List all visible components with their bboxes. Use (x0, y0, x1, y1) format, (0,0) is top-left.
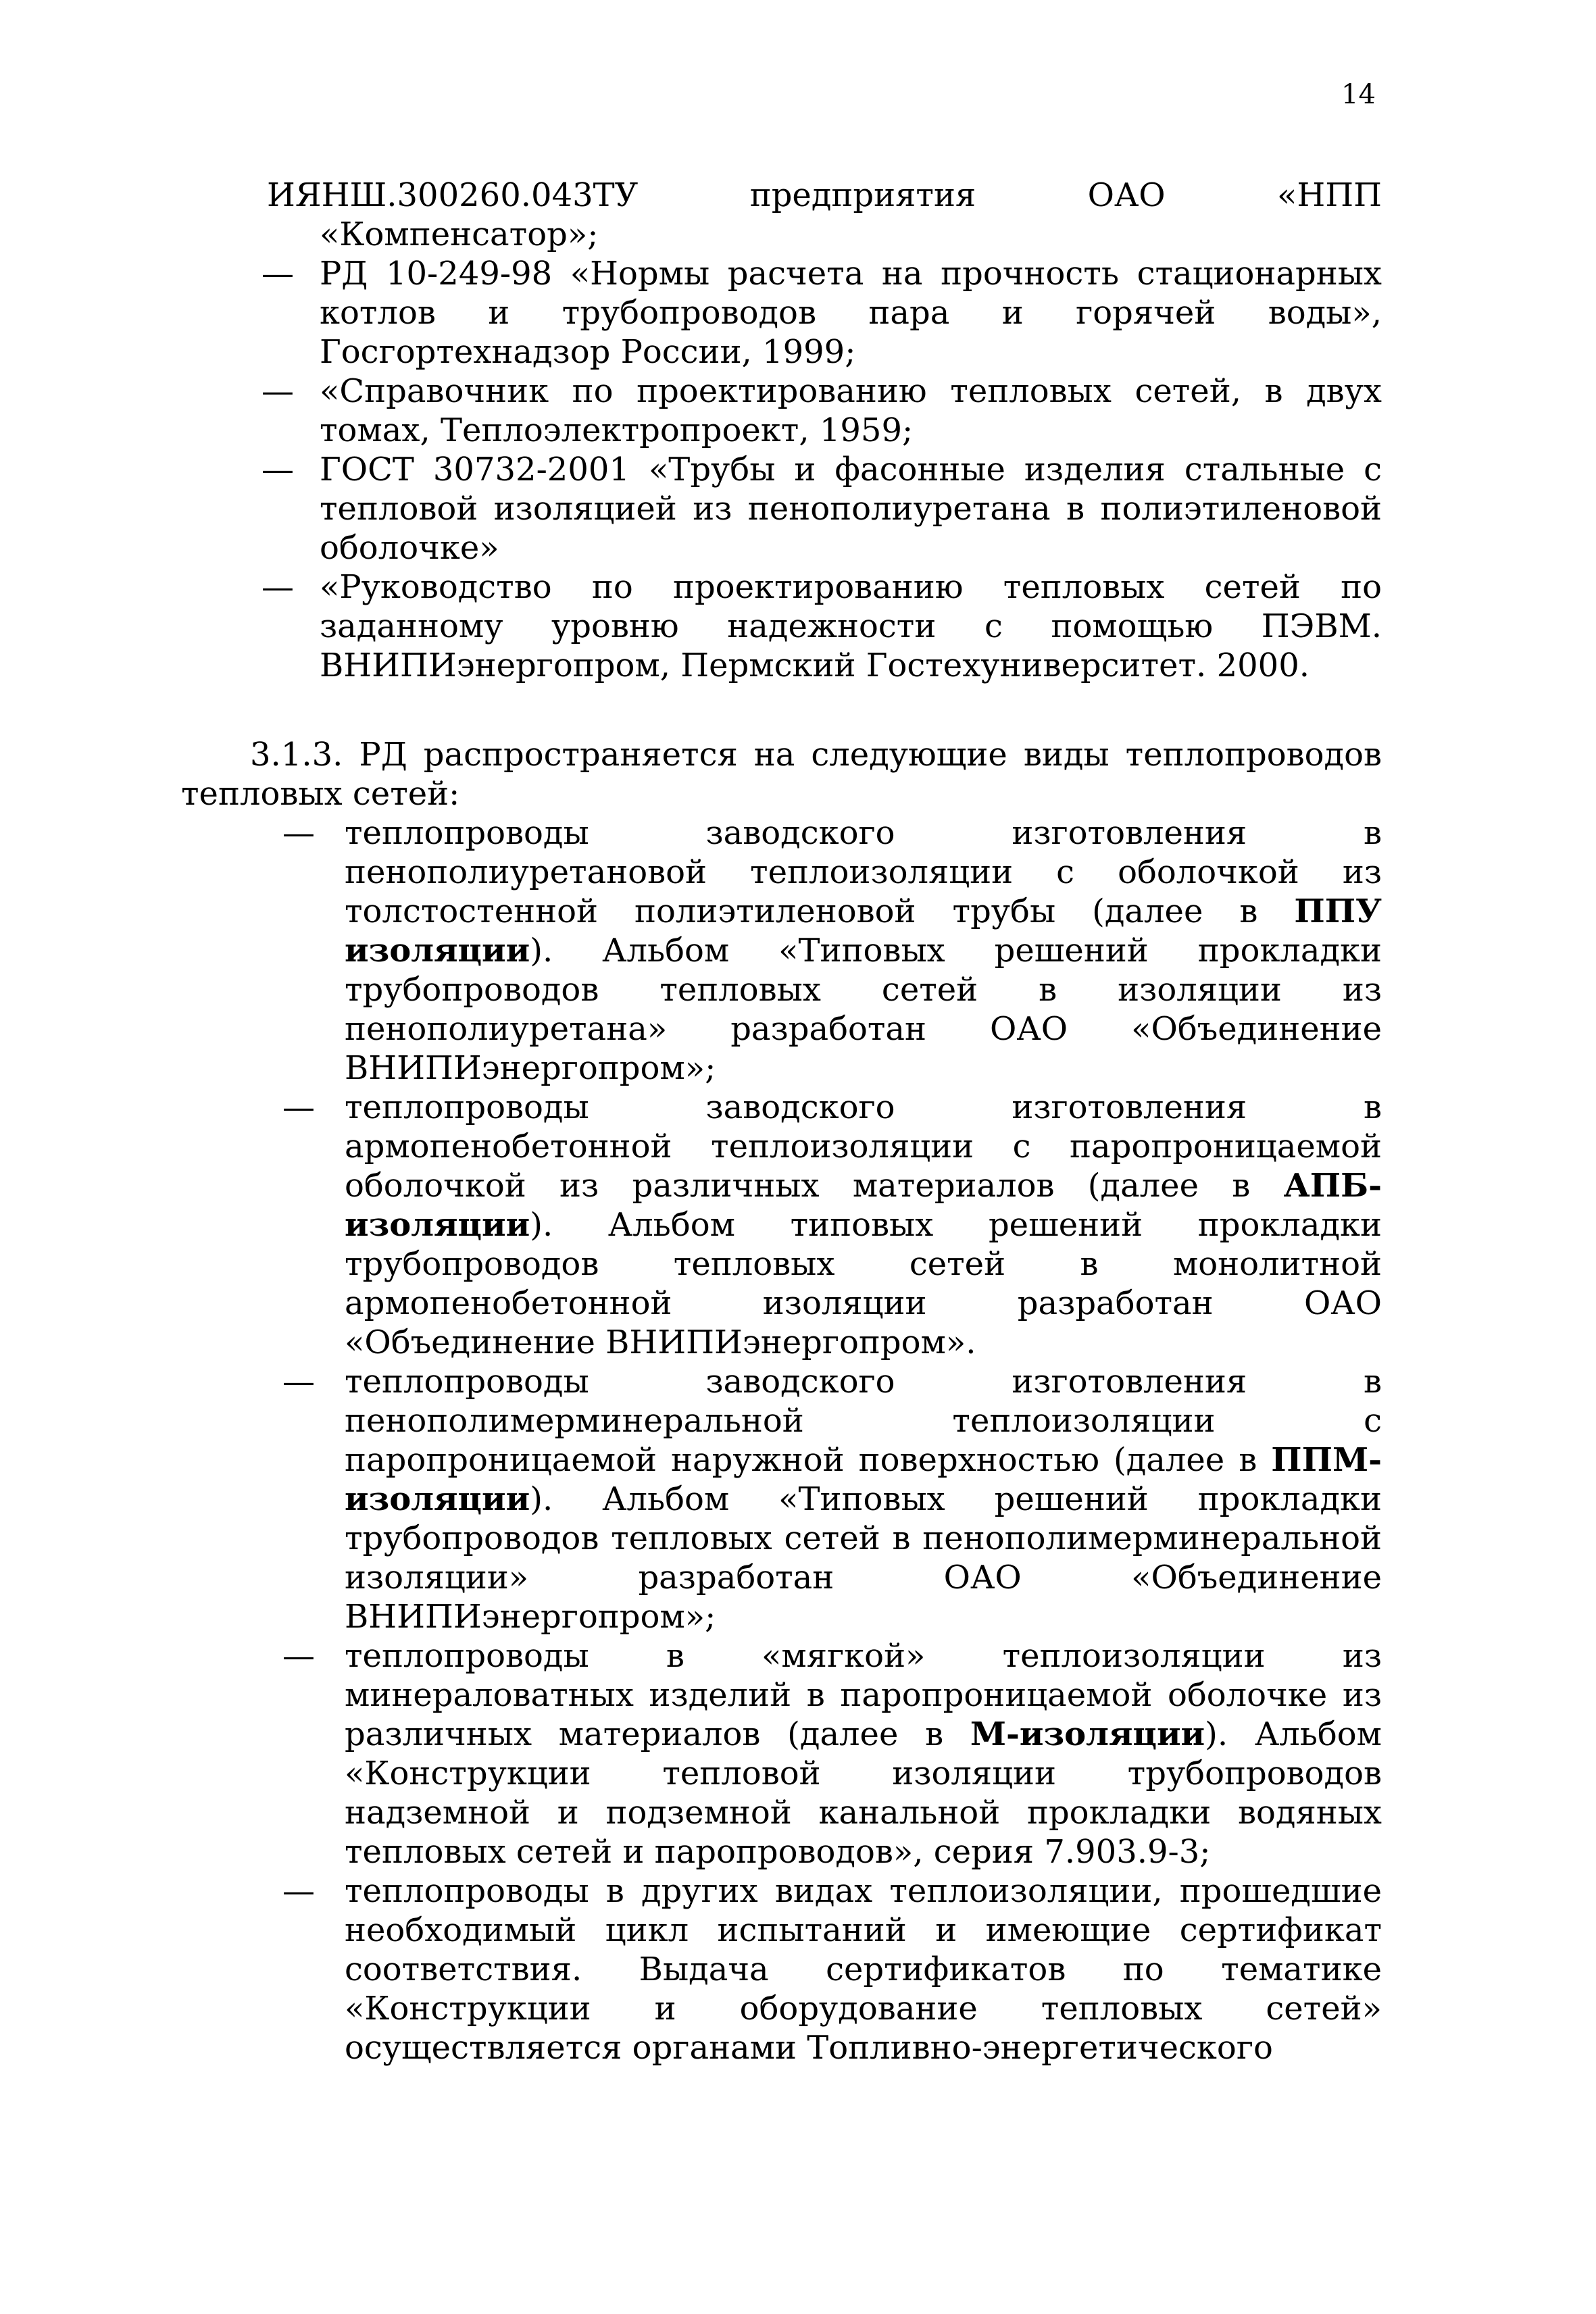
item-text-before: теплопроводы заводского изготовления в пенополиуретановой теплоизоляции с оболочкой из толстостенной полиэтиленовой трубы (далее в (345, 814, 1382, 930)
dash-marker: — (261, 451, 294, 488)
item-text-after: ). Альбом «Конструкции тепловой изоляции трубопроводов надземной и подземной канальной прокладки водяных тепловых сетей и паропроводов», серия 7.903.9-3; (345, 1715, 1382, 1871)
list-item-text (345, 813, 1382, 1088)
section-lead-paragraph: 3.1.3. РД распространяется на следующие виды теплопроводов тепловых сетей: (181, 736, 1382, 813)
reference-text: «Справочник по проектированию тепловых сетей, в двух томах, Теплоэлектропроект, 1959; (320, 372, 1382, 449)
item-text-before: теплопроводы в «мягкой» теплоизоляции из минераловатных изделий в паропроницаемой оболочке из различных материалов (далее в (345, 1637, 1382, 1753)
reference-continuation-line2: «Компенсатор»; (320, 216, 599, 253)
list-item-text (345, 1362, 1382, 1636)
dash-marker: — (282, 1088, 315, 1126)
item-text-before: теплопроводы заводского изготовления в армопенобетонной теплоизоляции с паропроницаемой оболочкой из различных материалов (далее в (345, 1088, 1382, 1205)
item-text-after: ). Альбом «Типовых решений прокладки трубопроводов тепловых сетей в пенополимерминеральной изоляции» разработан ОАО «Объединение ВНИПИэнергопром»; (345, 1480, 1382, 1636)
list-item (181, 1088, 1382, 1362)
section-3-1-3 (181, 735, 1382, 2067)
list-item-text (345, 1636, 1382, 1871)
insulation-term: ППМ-изоляции (345, 1441, 1382, 1518)
dash-marker: — (261, 372, 294, 410)
item-text-after: ). Альбом типовых решений прокладки трубопроводов тепловых сетей в монолитной армопенобетонной изоляции разработан ОАО «Объединение ВНИПИэнергопром». (345, 1206, 1382, 1361)
insulation-term: ППУ изоляции (345, 892, 1382, 970)
insulation-term: М-изоляции (970, 1715, 1205, 1753)
dash-marker: — (282, 1637, 315, 1675)
item-text-after: ). Альбом «Типовых решений прокладки трубопроводов тепловых сетей в изоляции из пенополиуретана» разработан ОАО «Объединение ВНИПИэнергопром»; (345, 932, 1382, 1087)
reference-item (261, 254, 1382, 372)
list-item (181, 1362, 1382, 1636)
list-item-text (345, 1088, 1382, 1362)
dash-marker: — (282, 814, 315, 852)
list-item-text (345, 1871, 1382, 2067)
reference-item (261, 372, 1382, 450)
dash-marker: — (261, 568, 294, 606)
reference-text: «Руководство по проектированию тепловых сетей по заданному уровню надежности с помощью ПЭВМ. ВНИПИэнергопром, Пермский Гостехуниверситет. 2000. (320, 568, 1382, 684)
item-text-before: теплопроводы заводского изготовления в пенополимерминеральной теплоизоляции с паропроницаемой наружной поверхностью (далее в (345, 1363, 1382, 1479)
dash-marker: — (261, 255, 294, 293)
reference-text: РД 10-249-98 «Нормы расчета на прочность стационарных котлов и трубопроводов пара и горячей воды», Госгортехнадзор России, 1999; (320, 255, 1382, 371)
pipe-types-list (181, 813, 1382, 2067)
list-item (181, 1871, 1382, 2067)
list-item (181, 813, 1382, 1088)
reference-continuation-line1: ИЯНШ.300260.043ТУ предприятия ОАО «НПП (267, 176, 1382, 214)
references-list (261, 176, 1382, 685)
item-text-before: теплопроводы в других видах теплоизоляции, прошедшие необходимый цикл испытаний и имеющие сертификат соответствия. Выдача сертификатов по тематике «Конструкции и оборудование тепловых сетей» осуществляется органами Топливно-энергетического (345, 1872, 1382, 2067)
list-item (181, 1636, 1382, 1871)
dash-marker: — (282, 1363, 315, 1401)
reference-item (261, 568, 1382, 685)
dash-marker: — (282, 1872, 315, 1910)
reference-text: ГОСТ 30732-2001 «Трубы и фасонные изделия стальные с тепловой изоляцией из пенополиуретана в полиэтиленовой оболочке» (320, 451, 1382, 567)
insulation-term: АПБ-изоляции (345, 1167, 1382, 1244)
reference-item (261, 450, 1382, 568)
page-number: 14 (1341, 79, 1376, 110)
